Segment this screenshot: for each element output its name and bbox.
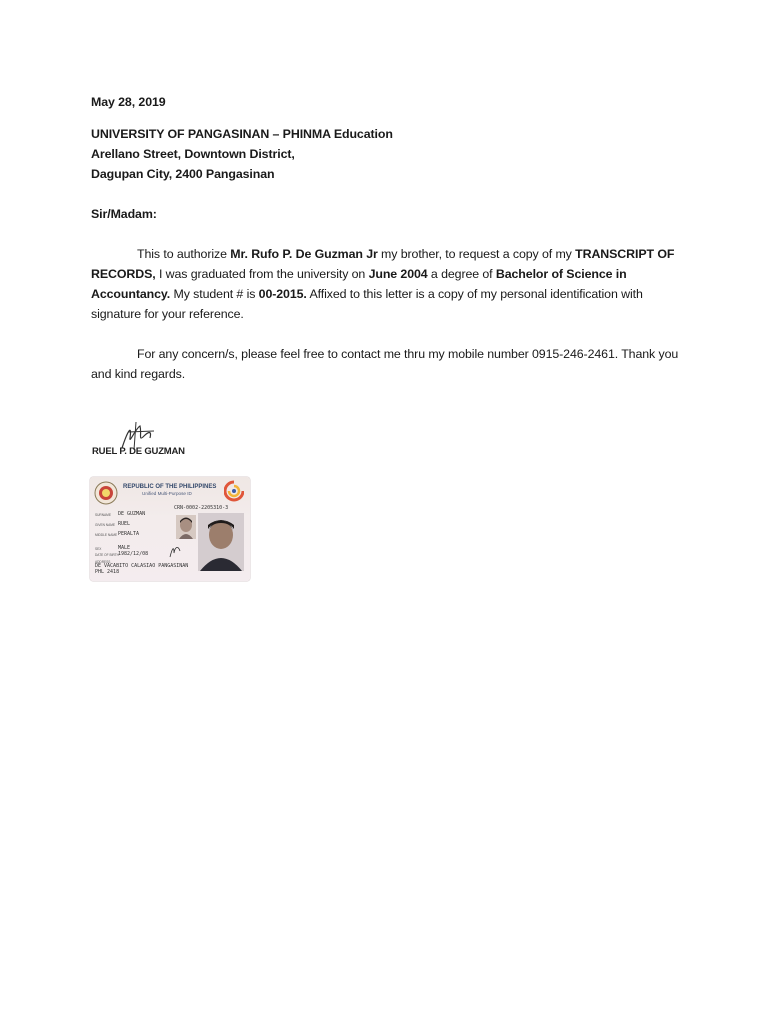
id-card-image: [90, 477, 250, 581]
address-line-2: Arellano Street, Downtown District,: [91, 147, 295, 161]
body-paragraph-2: [91, 344, 691, 384]
id-photo: [198, 513, 244, 571]
signature-block: [90, 420, 186, 464]
id-field-label: MIDDLE NAME: [95, 533, 118, 537]
p1-student-number: 00-2015.: [258, 287, 307, 301]
address-line-1: UNIVERSITY OF PANGASINAN – PHINMA Education: [91, 127, 393, 141]
p1-text-4: a degree of: [427, 267, 496, 281]
umid-logo-icon: [224, 480, 244, 502]
id-card-subheader: Unified Multi-Purpose ID: [142, 491, 192, 496]
government-seal-icon: [94, 481, 118, 505]
body-paragraph-1: [91, 244, 691, 324]
id-field-value: PERALTA: [118, 531, 140, 537]
id-field-label: GIVEN NAME: [95, 523, 116, 527]
p1-text-2: my brother, to request a copy of my: [377, 247, 576, 261]
id-card-header: REPUBLIC OF THE PHILIPPINES: [123, 484, 217, 490]
id-field-label: SEX: [95, 547, 102, 551]
id-field-label: DATE OF BIRTH: [95, 553, 119, 557]
id-field-label: ADDRESS: [95, 560, 111, 564]
id-field-value: MALE: [118, 545, 131, 551]
signatory-name: RUEL P. DE GUZMAN: [92, 446, 185, 457]
id-field-value: DE VACABITO CALASIAO PANGASINAN: [95, 563, 189, 569]
id-crn: CRN-0002-2205310-3: [174, 505, 229, 511]
p1-text-1: This to authorize: [137, 247, 231, 261]
address-line-3: Dagupan City, 2400 Pangasinan: [91, 167, 275, 181]
id-signature: [168, 543, 182, 559]
p1-text-6: Affixed to this letter is a copy of my personal identification with signature for your reference.: [91, 287, 643, 321]
letter-date: May 28, 2019: [91, 95, 166, 109]
id-field-value: DE GUZMAN: [118, 511, 146, 517]
salutation: Sir/Madam:: [91, 207, 157, 221]
p1-graduation-date: June 2004: [368, 267, 428, 281]
p2-text: For any concern/s, please feel free to contact me thru my mobile number 0915-246-2461. Thank you and kind regards.: [91, 347, 679, 381]
p1-text-3: I was graduated from the university on: [155, 267, 369, 281]
p1-text-5: My student # is: [170, 287, 259, 301]
p1-representative-name: Mr. Rufo P. De Guzman Jr: [230, 247, 378, 261]
p1-degree: Bachelor of Science in Accountancy.: [91, 267, 627, 301]
id-field-value: PHL 2418: [95, 569, 120, 575]
id-ghost-photo: [176, 515, 196, 539]
id-field-value: 1982/12/08: [118, 551, 149, 557]
p1-document-requested: TRANSCRIPT OF RECORDS,: [91, 247, 675, 281]
id-field-label: SURNAME: [95, 513, 111, 517]
id-field-value: RUEL: [118, 521, 131, 527]
